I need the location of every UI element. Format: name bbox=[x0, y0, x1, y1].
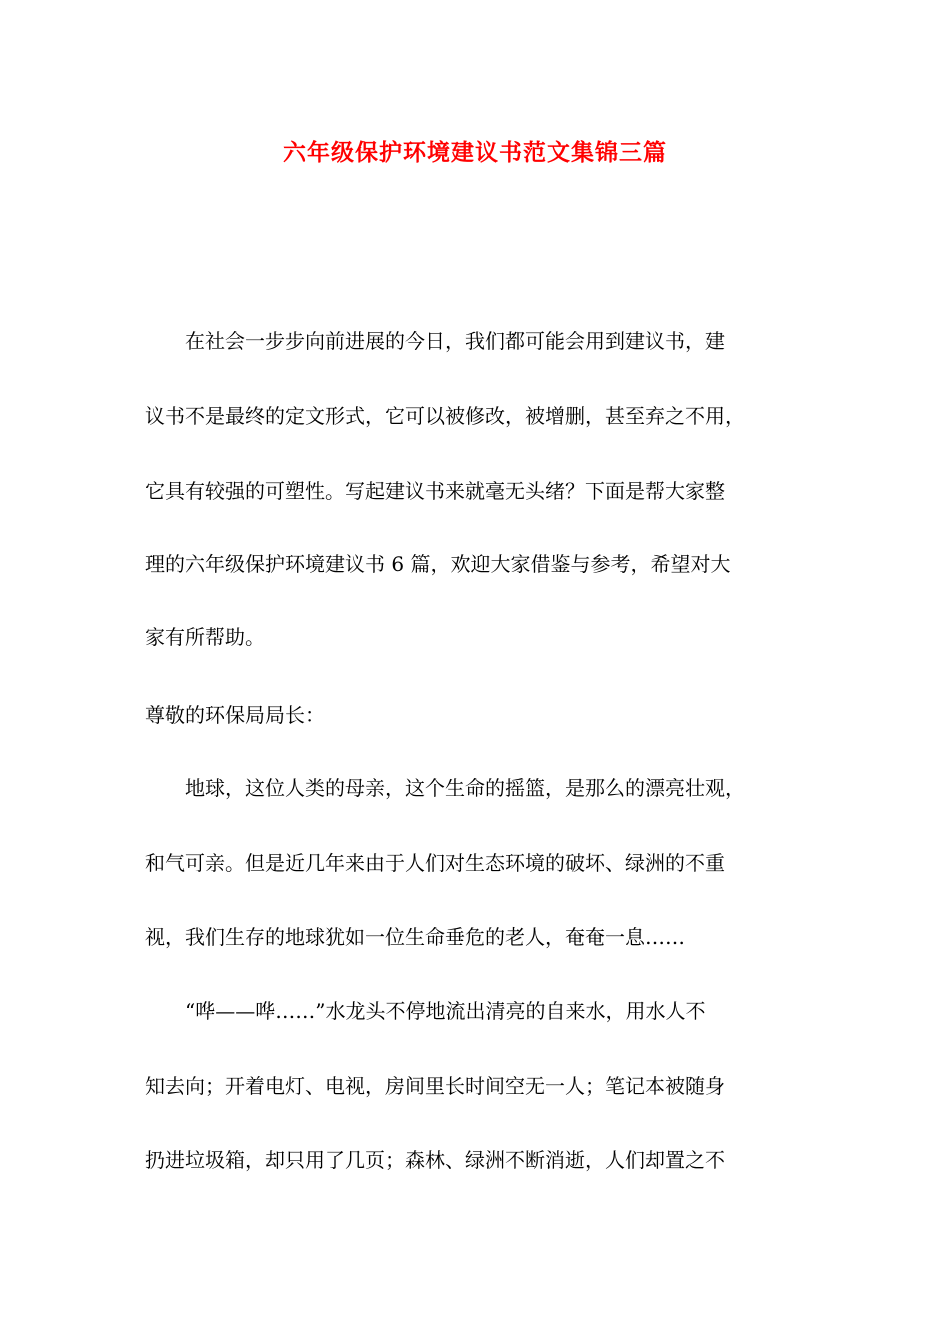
body-line: “哗——哗……”水龙头不停地流出清亮的自来水，用水人不 bbox=[145, 999, 706, 1023]
body-line: 知去向；开着电灯、电视，房间里长时间空无一人；笔记本被随身 bbox=[145, 1074, 725, 1098]
body-line: 议书不是最终的定文形式，它可以被修改，被增删，甚至弃之不用， bbox=[145, 404, 745, 428]
body-line: 在社会一步步向前进展的今日，我们都可能会用到建议书，建 bbox=[145, 329, 725, 353]
body-line: 视，我们生存的地球犹如一位生命垂危的老人，奄奄一息…… bbox=[145, 925, 685, 949]
document-title: 六年级保护环境建议书范文集锦三篇 bbox=[283, 139, 667, 166]
body-line: 和气可亲。但是近几年来由于人们对生态环境的破坏、绿洲的不重 bbox=[145, 851, 725, 875]
body-line: 家有所帮助。 bbox=[145, 625, 265, 649]
body-line: 理的六年级保护环境建议书 6 篇，欢迎大家借鉴与参考，希望对大 bbox=[145, 552, 731, 576]
salutation: 尊敬的环保局局长： bbox=[145, 703, 325, 727]
body-line: 地球，这位人类的母亲，这个生命的摇篮，是那么的漂亮壮观， bbox=[145, 776, 745, 800]
body-line: 扔进垃圾箱，却只用了几页；森林、绿洲不断消逝，人们却置之不 bbox=[145, 1148, 725, 1172]
body-line: 它具有较强的可塑性。写起建议书来就毫无头绪？下面是帮大家整 bbox=[145, 479, 725, 503]
